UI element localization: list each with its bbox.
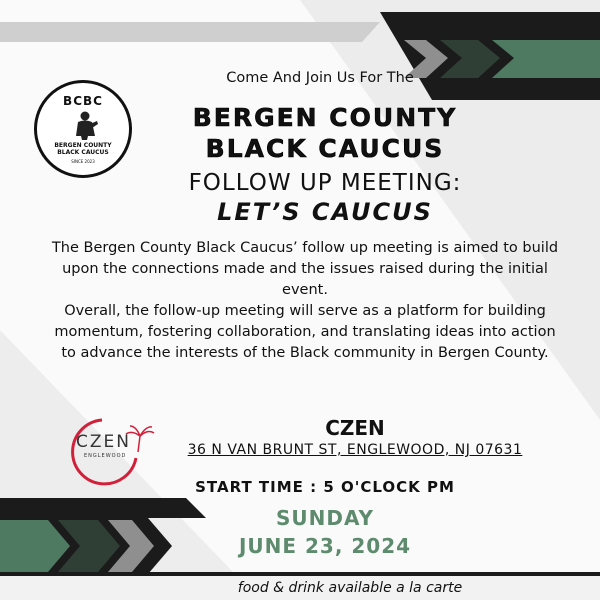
bcbc-logo-since: SINCE 2023 bbox=[71, 159, 95, 164]
meeting-subtitle: LET’S CAUCUS bbox=[217, 198, 433, 226]
czen-logo-text: CZEN bbox=[76, 432, 131, 452]
description-paragraph: Overall, the follow-up meeting will serve as a platform for building momentum, fostering collaboration, and translating ideas into action to advance the interests of the Black community in Bergen County. bbox=[54, 303, 556, 361]
bcbc-logo bbox=[34, 80, 132, 178]
czen-logo bbox=[62, 414, 158, 488]
event-date: JUNE 23, 2024 bbox=[238, 534, 412, 558]
bcbc-logo-line2: BLACK CAUCUS bbox=[57, 149, 109, 156]
description-paragraph: The Bergen County Black Caucus’ follow up meeting is aimed to build upon the connections made and the issues raised during the initial event. bbox=[51, 240, 559, 298]
footer-note: food & drink available a la carte bbox=[237, 580, 463, 596]
venue-name: CZEN bbox=[325, 416, 385, 440]
venue-address bbox=[165, 442, 545, 458]
intro-text: Come And Join Us For The bbox=[226, 70, 414, 86]
organization-name: BERGEN COUNTY BLACK CAUCUS bbox=[192, 103, 458, 163]
start-time: START TIME : 5 O'CLOCK PM bbox=[195, 478, 455, 496]
czen-logo-subtext: ENGLEWOOD bbox=[84, 453, 127, 459]
bcbc-logo-line1: BERGEN COUNTY bbox=[54, 142, 112, 149]
meeting-title: FOLLOW UP MEETING: bbox=[188, 170, 462, 196]
description-text bbox=[50, 238, 560, 364]
person-silhouette-icon bbox=[73, 110, 99, 140]
event-day: SUNDAY bbox=[275, 506, 375, 530]
bcbc-logo-abbr: BCBC bbox=[63, 94, 103, 108]
description-paragraphs bbox=[50, 238, 560, 364]
venue-address-text: 36 N VAN BRUNT ST, ENGLEWOOD, NJ 07631 bbox=[187, 442, 523, 458]
top-bar-light bbox=[0, 22, 380, 42]
